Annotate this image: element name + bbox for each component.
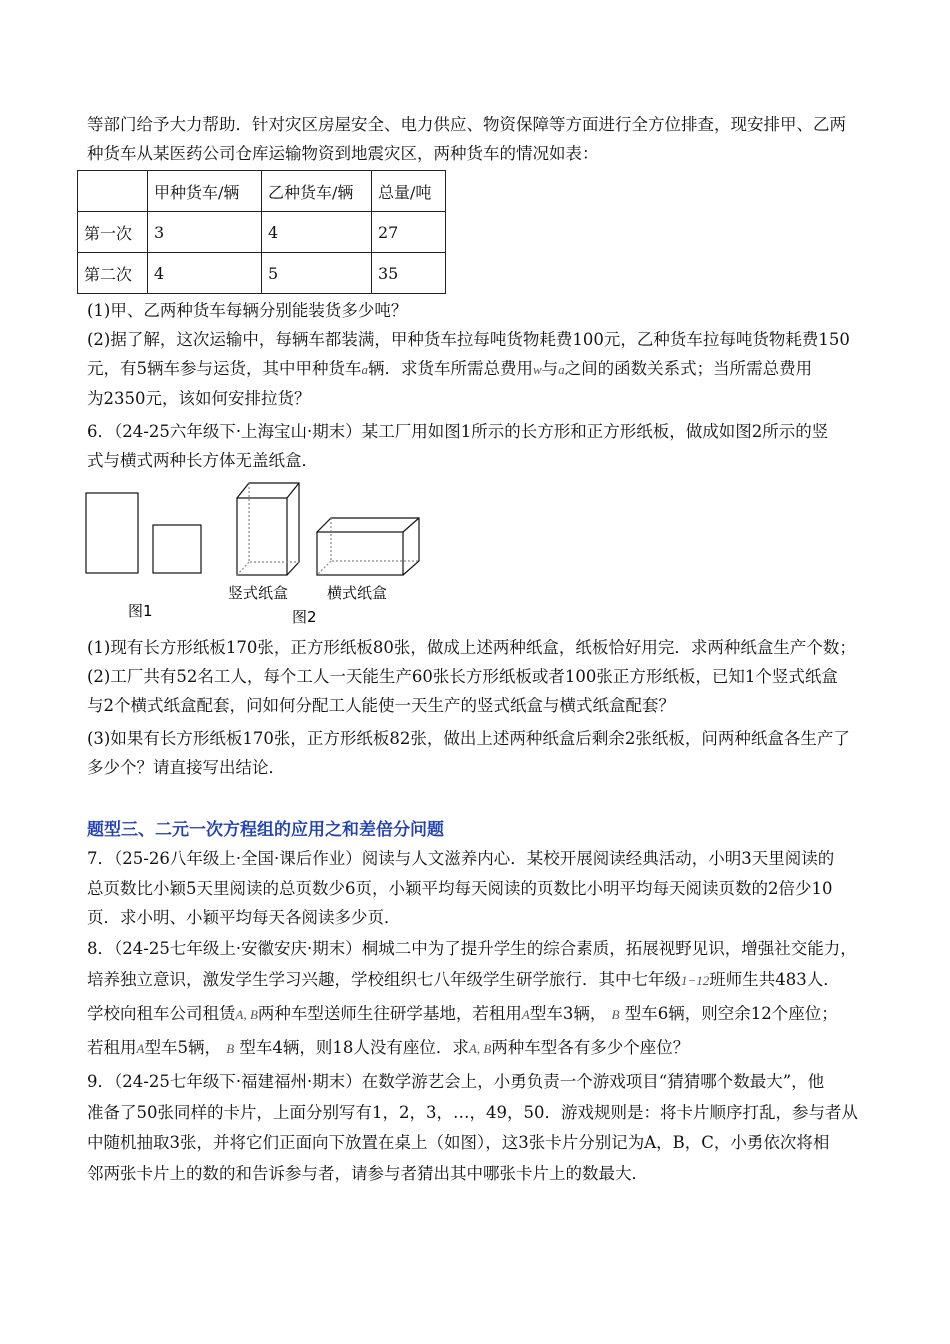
q5-part-2-line-1: (2)据了解，这次运输中，每辆车都装满，甲种货车拉每吨货物耗费100元，乙种货车拉每吨货物耗费150 — [87, 330, 850, 349]
table-header-row — [78, 171, 446, 212]
q7-line-3: 页．求小明、小颖平均每天各阅读多少页． — [87, 908, 401, 927]
table-row — [78, 212, 446, 253]
table-header-cell — [78, 171, 148, 212]
q6-line-1: 6．（24-25六年级下·上海宝山·期末）某工厂用如图1所示的长方形和正方形纸板，做成如图2所示的竖 — [87, 422, 829, 441]
square-board-shape — [153, 525, 201, 573]
q9-line-4: 邻两张卡片上的数的和告诉参与者，请参与者猜出其中哪张卡片上的数最大． — [87, 1164, 648, 1183]
intro-line-1: 等部门给予大力帮助．针对灾区房屋安全、电力供应、物资保障等方面进行全方位排查，现安排甲、乙两 — [87, 115, 846, 134]
q6-part-3-line-2: 多少个？请直接写出结论． — [87, 758, 285, 777]
var-B: B — [611, 1007, 620, 1022]
table-header-cell: 甲种货车/辆 — [148, 171, 262, 212]
q5-part-2-line-2: 元，有5辆车参与运货，其中甲种货车a辆．求货车所需总费用w与a之间的函数关系式；当所需总费用 — [87, 359, 813, 378]
figure-1-caption: 图1 — [128, 602, 153, 620]
var-a: a — [558, 362, 565, 377]
table-cell: 第二次 — [78, 253, 148, 294]
table-cell: 3 — [148, 212, 262, 253]
table-cell: 35 — [372, 253, 446, 294]
q5-part-2-line-3: 为2350元，该如何安排拉货？ — [87, 389, 311, 408]
q5-part-1: (1)甲、乙两种货车每辆分别能装货多少吨？ — [87, 301, 408, 320]
section-title: 题型三、二元一次方程组的应用之和差倍分问题 — [87, 820, 444, 840]
q6-line-2: 式与横式两种长方体无盖纸盒． — [87, 451, 318, 470]
q7-line-1: 7．（25-26八年级上·全国·课后作业）阅读与人文滋养内心．某校开展阅读经典活动，小明3天里阅读的 — [87, 849, 835, 868]
vertical-box-caption: 竖式纸盒 — [228, 584, 289, 602]
q8-line-3: 学校向租车公司租赁A, B两种车型送师生往研学基地，若租用A型车3辆， B 型车6辆，则空余12个座位； — [87, 1004, 838, 1023]
table-header-cell: 乙种货车/辆 — [262, 171, 372, 212]
rectangle-board-shape — [86, 493, 138, 573]
q6-part-3-line-1: (3)如果有长方形纸板170张，正方形纸板82张，做出上述两种纸盒后剩余2张纸板，问两种纸盒各生产了 — [87, 729, 850, 748]
table-header-cell: 总量/吨 — [372, 171, 446, 212]
q6-part-2-line-2: 与2个横式纸盒配套，问如何分配工人能使一天生产的竖式纸盒与横式纸盒配套？ — [87, 696, 675, 715]
truck-table — [77, 170, 446, 294]
table-cell: 27 — [372, 212, 446, 253]
var-a: a — [361, 362, 368, 377]
box-figure — [80, 478, 440, 628]
q9-line-1: 9．（24-25七年级下·福建福州·期末）在数学游艺会上，小勇负责一个游戏项目“猜猜哪个数最大”，他 — [87, 1072, 825, 1091]
q9-line-2: 准备了50张同样的卡片，上面分别写有1，2，3，…，49，50．游戏规则是：将卡片顺序打乱，参与者从 — [87, 1103, 858, 1122]
q6-part-2-line-1: (2)工厂共有52名工人，每个工人一天能生产60张长方形纸板或者100张正方形纸板，已知1个竖式纸盒 — [87, 667, 838, 686]
intro-line-2: 种货车从某医药公司仓库运输物资到地震灾区，两种货车的情况如表： — [87, 144, 599, 163]
q6-part-1: (1)现有长方形纸板170张，正方形纸板80张，做成上述两种纸盒，纸板恰好用完．求两种纸盒生产个数； — [87, 638, 856, 657]
table-row — [78, 253, 446, 294]
table-cell: 4 — [262, 212, 372, 253]
var-w: w — [533, 362, 542, 377]
q8-line-4: 若租用A型车5辆， B 型车4辆，则18人没有座位．求A, B两种车型各有多少个座位？ — [87, 1038, 690, 1057]
q7-line-2: 总页数比小颖5天里阅读的总页数少6页，小颖平均每天阅读的页数比小明平均每天阅读页数的2倍少10 — [87, 879, 833, 898]
table-cell: 4 — [148, 253, 262, 294]
vertical-box-shape — [237, 483, 299, 575]
var-ab: A, B — [468, 1041, 492, 1056]
table-cell: 第一次 — [78, 212, 148, 253]
q8-line-1: 8．（24-25七年级上·安徽安庆·期末）桐城二中为了提升学生的综合素质，拓展视野见识，增强社交能力， — [87, 939, 857, 958]
var-A: A — [521, 1007, 530, 1022]
class-range: 1−12 — [681, 973, 710, 988]
q8-line-2: 培养独立意识，激发学生学习兴趣，学校组织七八年级学生研学旅行．其中七年级1−12班师生共483人． — [87, 970, 840, 989]
var-A: A — [136, 1041, 145, 1056]
table-cell: 5 — [262, 253, 372, 294]
var-ab: A, B — [235, 1007, 258, 1022]
figure-2-caption: 图2 — [292, 608, 317, 626]
q9-line-3: 中随机抽取3张，并将它们正面向下放置在桌上（如图），这3张卡片分别记为A，B，C，小勇依次将相 — [87, 1133, 830, 1152]
var-B: B — [226, 1041, 235, 1056]
horizontal-box-caption: 横式纸盒 — [327, 584, 388, 602]
horizontal-box-shape — [317, 518, 419, 575]
